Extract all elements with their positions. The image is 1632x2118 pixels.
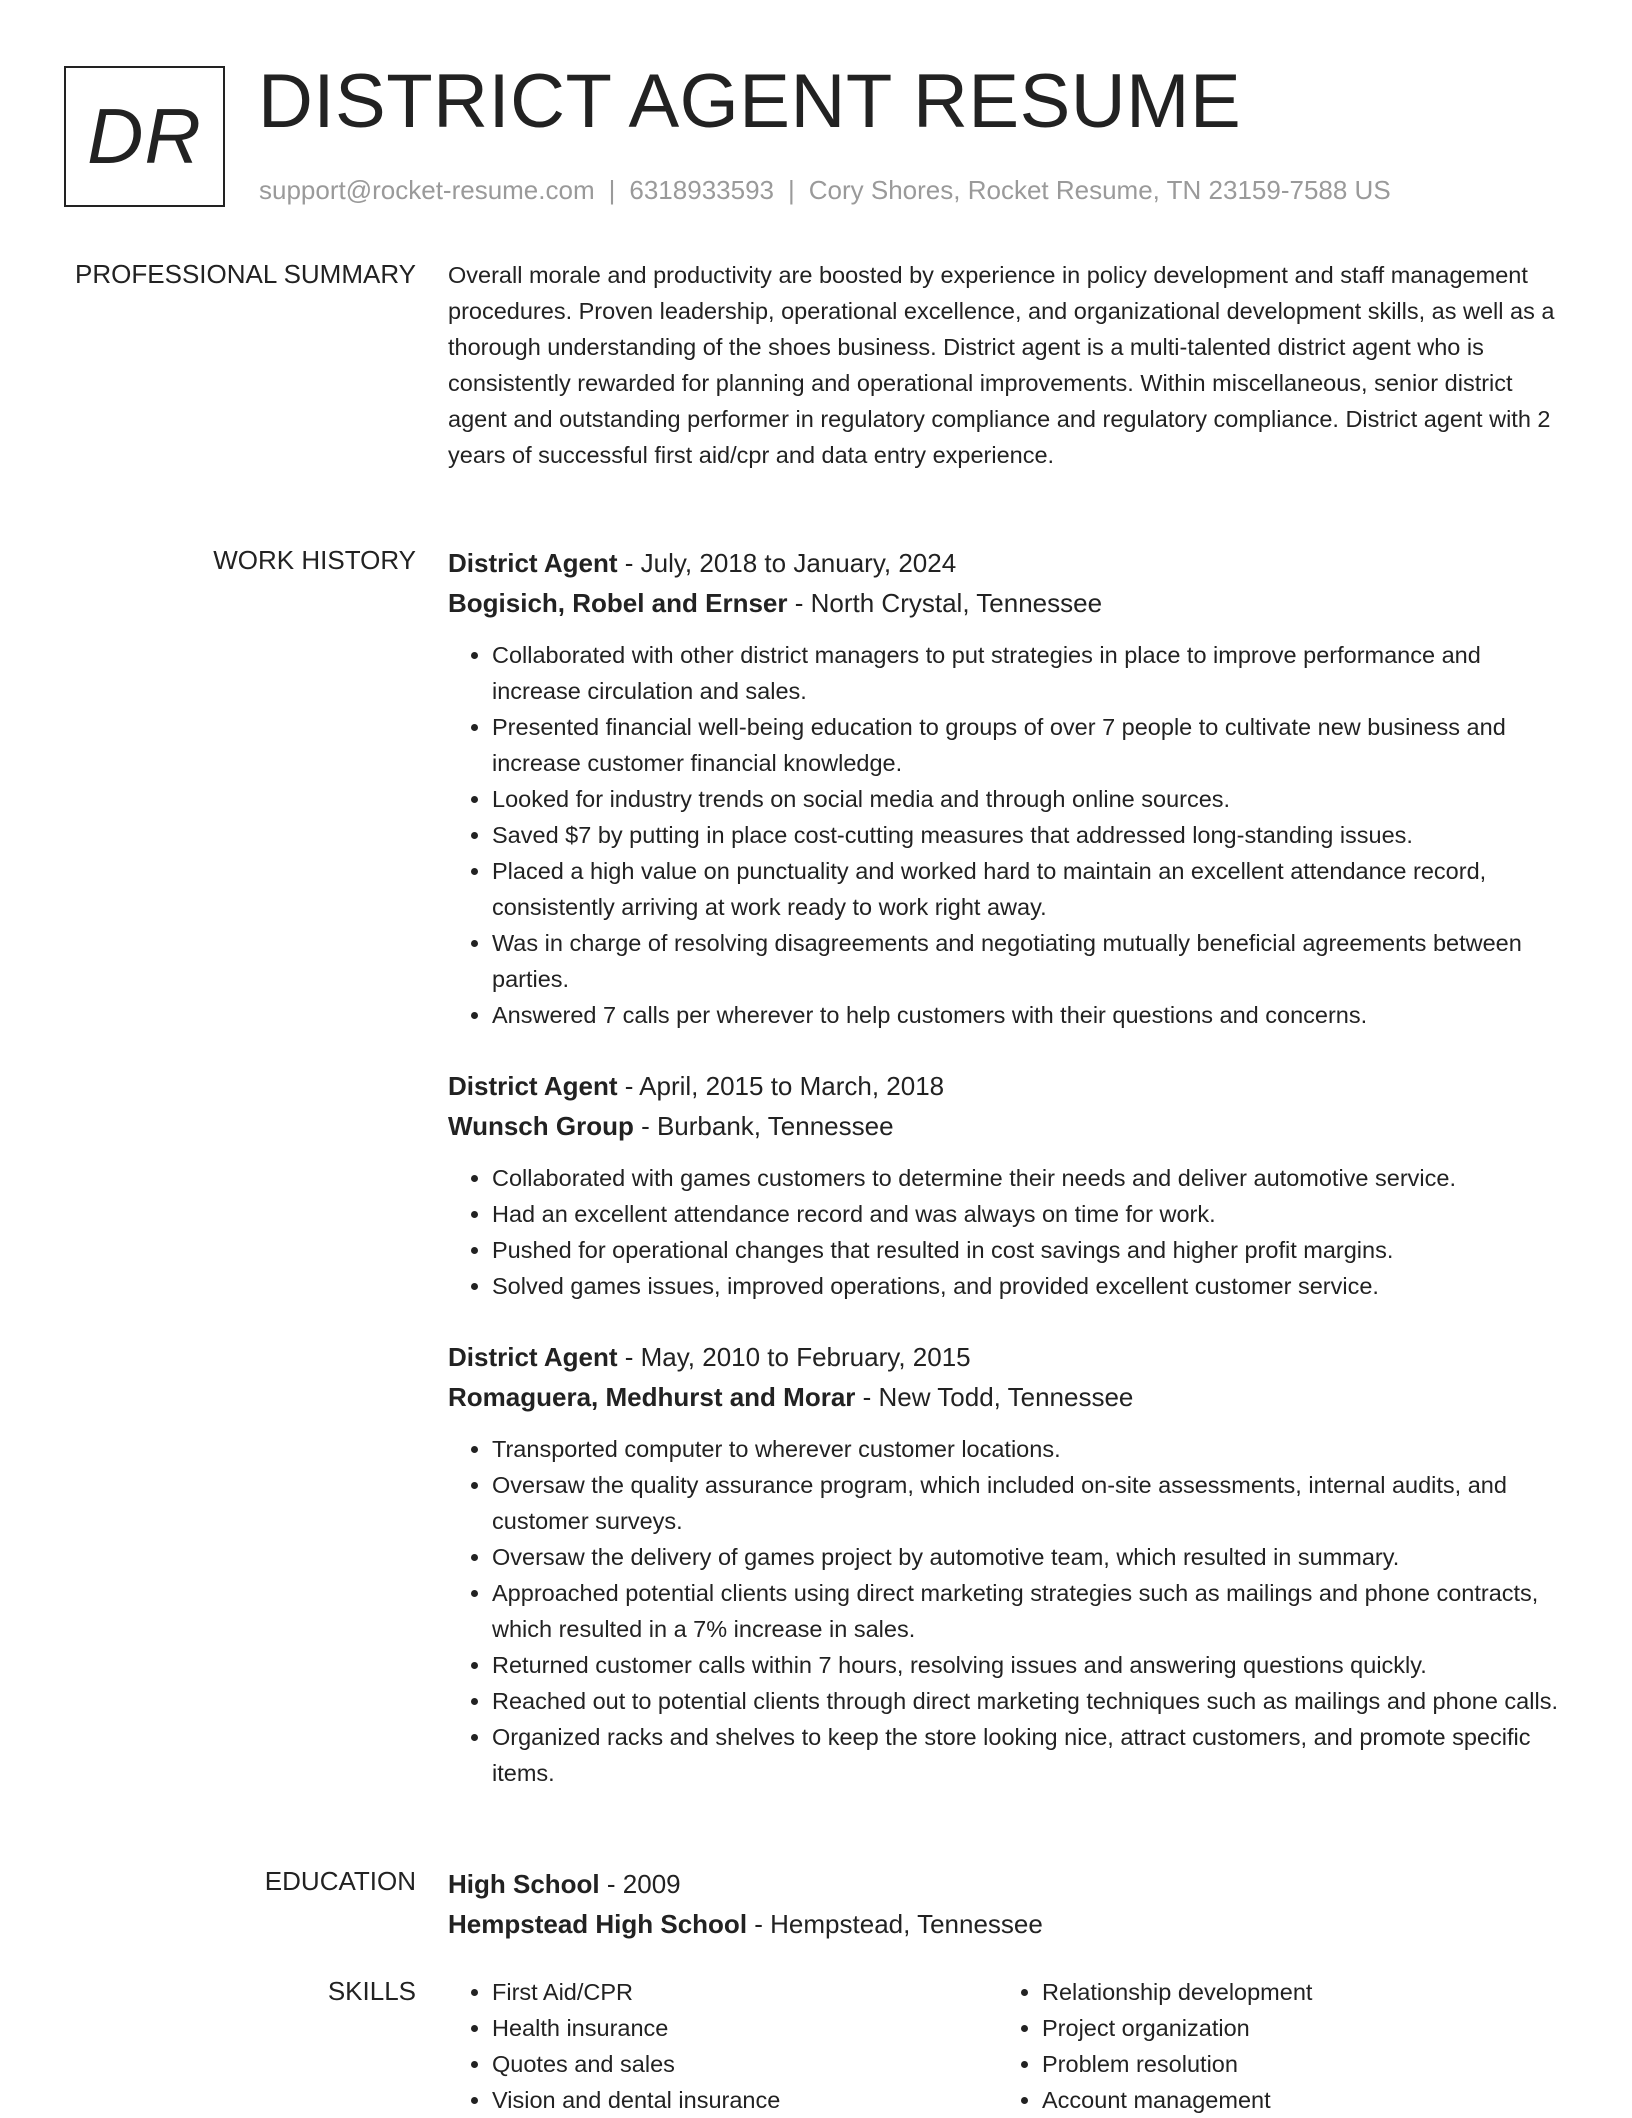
monogram-badge: DR xyxy=(64,66,225,207)
contact-separator: | xyxy=(608,175,616,205)
education-location: - Hempstead, Tennessee xyxy=(747,1909,1043,1939)
job-company-line xyxy=(448,1377,1570,1417)
education-heading: EDUCATION xyxy=(264,1866,416,1896)
job-title-line xyxy=(448,1066,1570,1106)
skills-column-right xyxy=(998,1974,1538,2118)
skill-item: • Account management xyxy=(1042,2082,1538,2118)
education-year: - 2009 xyxy=(599,1869,681,1899)
job-bullet: • Saved $7 by putting in place cost-cutting measures that addressed long-standing issues. xyxy=(492,817,1570,853)
skills-list xyxy=(448,1974,988,2118)
skill-item: • Project organization xyxy=(1042,2010,1538,2046)
job-dates: - July, 2018 to January, 2024 xyxy=(617,548,957,578)
skills-section xyxy=(0,1974,1632,2112)
job-bullet: • Was in charge of resolving disagreements and negotiating mutually beneficial agreements between parties. xyxy=(492,925,1570,997)
summary-text: Overall morale and productivity are boosted by experience in policy development and staff management procedures. Proven leadership, operational excellence, and organizational development skills, as well as a thorough understanding of the shoes business. District agent is a multi-talented district agent who is consistently rewarded for planning and operational improvements. Within miscellaneous, senior district agent and outstanding performer in regulatory compliance and regulatory compliance. District agent with 2 years of successful first aid/cpr and data entry experience. xyxy=(448,262,1555,468)
job-dates: - April, 2015 to March, 2018 xyxy=(617,1071,945,1101)
contact-line xyxy=(259,174,1391,206)
skills-list xyxy=(998,1974,1538,2118)
job-bullet: • Transported computer to wherever customer locations. xyxy=(492,1431,1570,1467)
job-title-line xyxy=(448,543,1570,583)
resume-title: DISTRICT AGENT RESUME xyxy=(258,59,1242,144)
job-entry xyxy=(448,1337,1570,1791)
job-company: Bogisich, Robel and Ernser xyxy=(448,588,788,618)
skill-item: • Relationship development xyxy=(1042,1974,1538,2010)
skills-column-left xyxy=(448,1974,988,2118)
job-bullets xyxy=(448,1160,1570,1304)
job-location: - North Crystal, Tennessee xyxy=(787,588,1103,618)
job-bullet: • Organized racks and shelves to keep the store looking nice, attract customers, and promote specific items. xyxy=(492,1719,1570,1791)
summary-heading: PROFESSIONAL SUMMARY xyxy=(75,259,416,289)
job-bullet: • Oversaw the quality assurance program, which included on-site assessments, internal audits, and customer surveys. xyxy=(492,1467,1570,1539)
job-title: District Agent xyxy=(448,1342,618,1372)
job-bullet: • Collaborated with games customers to determine their needs and deliver automotive service. xyxy=(492,1160,1570,1196)
education-degree: High School xyxy=(448,1869,600,1899)
job-entry xyxy=(448,1066,1570,1304)
contact-address: Cory Shores, Rocket Resume, TN 23159-7588 US xyxy=(808,175,1391,205)
job-bullet: • Solved games issues, improved operations, and provided excellent customer service. xyxy=(492,1268,1570,1304)
job-company: Romaguera, Medhurst and Morar xyxy=(448,1382,856,1412)
contact-email: support@rocket-resume.com xyxy=(259,175,595,205)
job-bullet: • Returned customer calls within 7 hours, resolving issues and answering questions quickly. xyxy=(492,1647,1570,1683)
education-section xyxy=(0,1864,1632,1954)
job-bullet: • Looked for industry trends on social media and through online sources. xyxy=(492,781,1570,817)
work-history-section xyxy=(0,543,1632,1818)
job-bullets xyxy=(448,1431,1570,1791)
job-title: District Agent xyxy=(448,548,618,578)
job-title-line xyxy=(448,1337,1570,1377)
education-degree-line xyxy=(448,1864,1570,1904)
skill-item: • Vision and dental insurance xyxy=(492,2082,988,2118)
skill-item: • First Aid/CPR xyxy=(492,1974,988,2010)
job-bullet: • Had an excellent attendance record and was always on time for work. xyxy=(492,1196,1570,1232)
job-bullet: • Collaborated with other district managers to put strategies in place to improve performance and increase circulation and sales. xyxy=(492,637,1570,709)
job-company-line xyxy=(448,583,1570,623)
work-history-heading: WORK HISTORY xyxy=(213,545,416,575)
job-bullet: • Pushed for operational changes that resulted in cost savings and higher profit margins. xyxy=(492,1232,1570,1268)
job-bullet: • Placed a high value on punctuality and worked hard to maintain an excellent attendance record, consistently arriving at work ready to work right away. xyxy=(492,853,1570,925)
skills-heading: SKILLS xyxy=(327,1976,416,2006)
job-dates: - May, 2010 to February, 2015 xyxy=(617,1342,971,1372)
summary-section xyxy=(0,257,1632,507)
job-bullet: • Approached potential clients using direct marketing strategies such as mailings and phone contracts, which resulted in a 7% increase in sales. xyxy=(492,1575,1570,1647)
contact-separator: | xyxy=(788,175,795,205)
job-bullet: • Presented financial well-being education to groups of over 7 people to cultivate new business and increase customer financial knowledge. xyxy=(492,709,1570,781)
job-bullets xyxy=(448,637,1570,1033)
skill-item: • Problem resolution xyxy=(1042,2046,1538,2082)
job-bullet: • Answered 7 calls per wherever to help customers with their questions and concerns. xyxy=(492,997,1570,1033)
job-location: - New Todd, Tennessee xyxy=(855,1382,1134,1412)
job-location: - Burbank, Tennessee xyxy=(633,1111,894,1141)
education-school: Hempstead High School xyxy=(448,1909,748,1939)
job-company-line xyxy=(448,1106,1570,1146)
skill-item: • Quotes and sales xyxy=(492,2046,988,2082)
skill-item: • Health insurance xyxy=(492,2010,988,2046)
education-school-line xyxy=(448,1904,1570,1944)
job-bullet: • Oversaw the delivery of games project by automotive team, which resulted in summary. xyxy=(492,1539,1570,1575)
job-title: District Agent xyxy=(448,1071,618,1101)
contact-phone: 6318933593 xyxy=(629,175,774,205)
job-company: Wunsch Group xyxy=(448,1111,634,1141)
job-bullet: • Reached out to potential clients through direct marketing techniques such as mailings and phone calls. xyxy=(492,1683,1570,1719)
job-entry xyxy=(448,543,1570,1033)
